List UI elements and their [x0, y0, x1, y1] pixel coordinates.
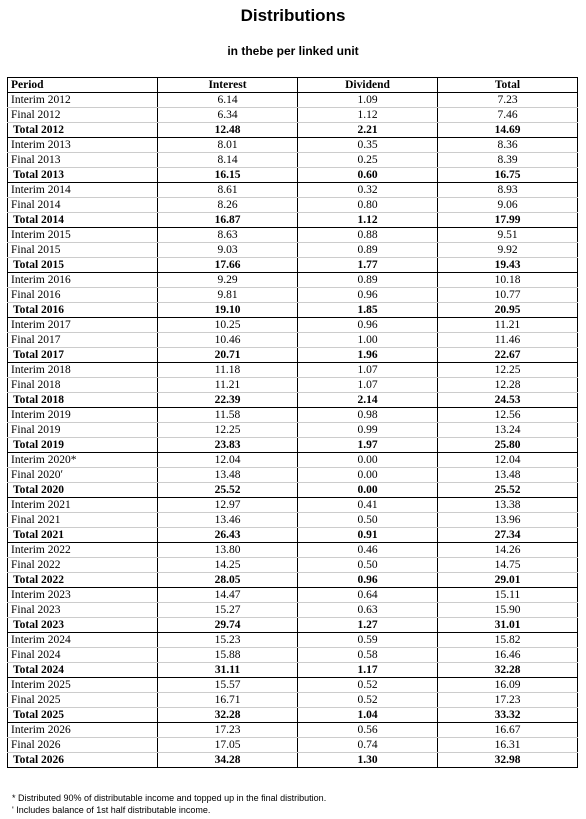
column-header-dividend: Dividend [298, 78, 438, 93]
cell-interest: 8.26 [158, 198, 298, 213]
cell-period: Final 2023 [8, 603, 158, 618]
cell-period: Total 2021 [8, 528, 158, 543]
cell-total: 10.18 [438, 273, 578, 288]
cell-period: Interim 2013 [8, 138, 158, 153]
cell-total: 31.01 [438, 618, 578, 633]
cell-total: 15.90 [438, 603, 578, 618]
table-header-row [8, 78, 578, 93]
cell-dividend: 1.97 [298, 438, 438, 453]
table-body [8, 93, 578, 768]
cell-total: 16.09 [438, 678, 578, 693]
cell-total: 17.23 [438, 693, 578, 708]
column-header-period: Period [8, 78, 158, 93]
cell-total: 16.46 [438, 648, 578, 663]
table-row [8, 498, 578, 513]
cell-total: 9.06 [438, 198, 578, 213]
cell-dividend: 0.96 [298, 573, 438, 588]
table-row [8, 93, 578, 108]
cell-interest: 31.11 [158, 663, 298, 678]
table-row-total [8, 753, 578, 768]
table-row [8, 153, 578, 168]
table-row-total [8, 663, 578, 678]
page-title: Distributions [240, 6, 346, 25]
cell-total: 17.99 [438, 213, 578, 228]
cell-interest: 20.71 [158, 348, 298, 363]
cell-dividend: 0.32 [298, 183, 438, 198]
table-row [8, 633, 578, 648]
cell-interest: 12.48 [158, 123, 298, 138]
cell-interest: 6.34 [158, 108, 298, 123]
table-row-total [8, 393, 578, 408]
cell-dividend: 0.35 [298, 138, 438, 153]
cell-dividend: 0.89 [298, 273, 438, 288]
column-header-total: Total [438, 78, 578, 93]
cell-total: 24.53 [438, 393, 578, 408]
cell-total: 9.92 [438, 243, 578, 258]
cell-total: 8.36 [438, 138, 578, 153]
table-row [8, 693, 578, 708]
cell-dividend: 1.17 [298, 663, 438, 678]
cell-total: 8.93 [438, 183, 578, 198]
cell-interest: 8.01 [158, 138, 298, 153]
cell-period: Interim 2022 [8, 543, 158, 558]
cell-interest: 15.57 [158, 678, 298, 693]
cell-period: Interim 2023 [8, 588, 158, 603]
cell-interest: 19.10 [158, 303, 298, 318]
cell-period: Total 2015 [8, 258, 158, 273]
cell-dividend: 0.50 [298, 558, 438, 573]
cell-interest: 11.21 [158, 378, 298, 393]
cell-interest: 12.25 [158, 423, 298, 438]
cell-total: 14.26 [438, 543, 578, 558]
cell-interest: 29.74 [158, 618, 298, 633]
cell-total: 13.24 [438, 423, 578, 438]
cell-total: 25.80 [438, 438, 578, 453]
cell-period: Final 2017 [8, 333, 158, 348]
cell-period: Interim 2026 [8, 723, 158, 738]
cell-period: Total 2026 [8, 753, 158, 768]
cell-interest: 32.28 [158, 708, 298, 723]
cell-interest: 15.27 [158, 603, 298, 618]
table-row [8, 588, 578, 603]
cell-dividend: 0.98 [298, 408, 438, 423]
cell-period: Interim 2017 [8, 318, 158, 333]
table-row [8, 423, 578, 438]
cell-dividend: 1.00 [298, 333, 438, 348]
cell-dividend: 1.30 [298, 753, 438, 768]
cell-interest: 11.58 [158, 408, 298, 423]
cell-dividend: 1.85 [298, 303, 438, 318]
cell-interest: 16.71 [158, 693, 298, 708]
cell-total: 12.25 [438, 363, 578, 378]
cell-total: 16.67 [438, 723, 578, 738]
cell-period: Final 2022 [8, 558, 158, 573]
cell-dividend: 1.96 [298, 348, 438, 363]
table-row-total [8, 348, 578, 363]
cell-interest: 22.39 [158, 393, 298, 408]
cell-interest: 13.80 [158, 543, 298, 558]
cell-dividend: 0.00 [298, 483, 438, 498]
cell-dividend: 1.77 [298, 258, 438, 273]
table-row-total [8, 258, 578, 273]
cell-period: Total 2018 [8, 393, 158, 408]
table-row [8, 723, 578, 738]
cell-period: Interim 2021 [8, 498, 158, 513]
table-row-total [8, 303, 578, 318]
cell-interest: 9.29 [158, 273, 298, 288]
table-row [8, 273, 578, 288]
cell-total: 12.04 [438, 453, 578, 468]
cell-period: Final 2012 [8, 108, 158, 123]
table-row [8, 468, 578, 483]
cell-interest: 25.52 [158, 483, 298, 498]
cell-period: Interim 2024 [8, 633, 158, 648]
table-row-total [8, 573, 578, 588]
cell-period: Final 2021 [8, 513, 158, 528]
cell-total: 16.75 [438, 168, 578, 183]
cell-period: Final 2024 [8, 648, 158, 663]
table-row [8, 198, 578, 213]
cell-interest: 23.83 [158, 438, 298, 453]
cell-total: 12.56 [438, 408, 578, 423]
cell-period: Total 2022 [8, 573, 158, 588]
table-row-total [8, 708, 578, 723]
cell-total: 20.95 [438, 303, 578, 318]
table-row-total [8, 213, 578, 228]
cell-dividend: 0.41 [298, 498, 438, 513]
cell-total: 32.98 [438, 753, 578, 768]
cell-dividend: 1.09 [298, 93, 438, 108]
cell-total: 14.69 [438, 123, 578, 138]
cell-dividend: 0.00 [298, 468, 438, 483]
cell-total: 22.67 [438, 348, 578, 363]
table-row [8, 408, 578, 423]
cell-interest: 6.14 [158, 93, 298, 108]
cell-total: 11.21 [438, 318, 578, 333]
page-subtitle: in thebe per linked unit [227, 44, 359, 58]
cell-dividend: 0.25 [298, 153, 438, 168]
table-row-total [8, 618, 578, 633]
cell-total: 15.82 [438, 633, 578, 648]
cell-interest: 17.23 [158, 723, 298, 738]
cell-dividend: 1.07 [298, 378, 438, 393]
cell-interest: 16.15 [158, 168, 298, 183]
cell-dividend: 1.12 [298, 108, 438, 123]
cell-period: Interim 2014 [8, 183, 158, 198]
table-row-total [8, 123, 578, 138]
cell-interest: 15.23 [158, 633, 298, 648]
cell-interest: 14.25 [158, 558, 298, 573]
cell-dividend: 0.96 [298, 288, 438, 303]
table-row [8, 453, 578, 468]
table-row [8, 318, 578, 333]
cell-period: Total 2012 [8, 123, 158, 138]
table-row [8, 228, 578, 243]
cell-total: 13.48 [438, 468, 578, 483]
cell-dividend: 0.56 [298, 723, 438, 738]
cell-total: 19.43 [438, 258, 578, 273]
table-row-total [8, 168, 578, 183]
cell-dividend: 0.63 [298, 603, 438, 618]
cell-period: Interim 2020* [8, 453, 158, 468]
cell-interest: 10.46 [158, 333, 298, 348]
cell-dividend: 0.99 [298, 423, 438, 438]
cell-total: 8.39 [438, 153, 578, 168]
table-row [8, 138, 578, 153]
cell-interest: 12.97 [158, 498, 298, 513]
cell-total: 7.23 [438, 93, 578, 108]
table-row [8, 678, 578, 693]
cell-total: 15.11 [438, 588, 578, 603]
cell-total: 10.77 [438, 288, 578, 303]
cell-period: Interim 2025 [8, 678, 158, 693]
cell-total: 12.28 [438, 378, 578, 393]
cell-total: 25.52 [438, 483, 578, 498]
table-row [8, 183, 578, 198]
cell-dividend: 0.80 [298, 198, 438, 213]
cell-period: Final 2019 [8, 423, 158, 438]
cell-period: Total 2013 [8, 168, 158, 183]
cell-period: Final 2018 [8, 378, 158, 393]
cell-interest: 11.18 [158, 363, 298, 378]
cell-dividend: 1.12 [298, 213, 438, 228]
footnote-balance: ʹ Includes balance of 1st half distributable income. [12, 805, 211, 815]
cell-dividend: 0.52 [298, 693, 438, 708]
cell-interest: 13.48 [158, 468, 298, 483]
cell-period: Total 2025 [8, 708, 158, 723]
cell-total: 7.46 [438, 108, 578, 123]
cell-interest: 9.81 [158, 288, 298, 303]
cell-period: Final 2026 [8, 738, 158, 753]
cell-dividend: 0.96 [298, 318, 438, 333]
cell-period: Interim 2016 [8, 273, 158, 288]
cell-period: Final 2025 [8, 693, 158, 708]
cell-total: 13.38 [438, 498, 578, 513]
distributions-table [7, 77, 578, 768]
cell-dividend: 0.59 [298, 633, 438, 648]
table-row [8, 738, 578, 753]
cell-total: 9.51 [438, 228, 578, 243]
cell-interest: 14.47 [158, 588, 298, 603]
cell-dividend: 0.89 [298, 243, 438, 258]
cell-total: 11.46 [438, 333, 578, 348]
cell-interest: 8.14 [158, 153, 298, 168]
column-header-interest: Interest [158, 78, 298, 93]
cell-period: Total 2020 [8, 483, 158, 498]
cell-interest: 34.28 [158, 753, 298, 768]
table-row [8, 513, 578, 528]
cell-period: Final 2015 [8, 243, 158, 258]
cell-dividend: 1.07 [298, 363, 438, 378]
cell-dividend: 0.46 [298, 543, 438, 558]
cell-dividend: 2.21 [298, 123, 438, 138]
table-row [8, 288, 578, 303]
cell-dividend: 0.00 [298, 453, 438, 468]
cell-interest: 8.63 [158, 228, 298, 243]
cell-interest: 13.46 [158, 513, 298, 528]
cell-period: Total 2019 [8, 438, 158, 453]
cell-total: 32.28 [438, 663, 578, 678]
table-row [8, 243, 578, 258]
cell-period: Total 2017 [8, 348, 158, 363]
cell-total: 16.31 [438, 738, 578, 753]
cell-period: Interim 2018 [8, 363, 158, 378]
cell-period: Final 2020ʹ [8, 468, 158, 483]
table-row [8, 558, 578, 573]
cell-interest: 16.87 [158, 213, 298, 228]
cell-dividend: 1.04 [298, 708, 438, 723]
table-row [8, 648, 578, 663]
cell-dividend: 1.27 [298, 618, 438, 633]
cell-period: Final 2013 [8, 153, 158, 168]
cell-period: Final 2014 [8, 198, 158, 213]
cell-total: 33.32 [438, 708, 578, 723]
cell-interest: 12.04 [158, 453, 298, 468]
cell-period: Final 2016 [8, 288, 158, 303]
table-row-total [8, 438, 578, 453]
cell-interest: 9.03 [158, 243, 298, 258]
table-row [8, 603, 578, 618]
cell-dividend: 0.64 [298, 588, 438, 603]
cell-period: Interim 2012 [8, 93, 158, 108]
footnote-distributed: * Distributed 90% of distributable income and topped up in the final distribution. [12, 793, 327, 803]
table-row [8, 363, 578, 378]
cell-total: 29.01 [438, 573, 578, 588]
cell-period: Total 2016 [8, 303, 158, 318]
cell-period: Total 2014 [8, 213, 158, 228]
table-row [8, 378, 578, 393]
cell-total: 27.34 [438, 528, 578, 543]
table-row [8, 543, 578, 558]
cell-dividend: 0.50 [298, 513, 438, 528]
cell-interest: 17.66 [158, 258, 298, 273]
cell-interest: 15.88 [158, 648, 298, 663]
table-row-total [8, 483, 578, 498]
cell-total: 14.75 [438, 558, 578, 573]
cell-period: Total 2024 [8, 663, 158, 678]
cell-dividend: 0.91 [298, 528, 438, 543]
cell-period: Interim 2019 [8, 408, 158, 423]
cell-total: 13.96 [438, 513, 578, 528]
cell-interest: 10.25 [158, 318, 298, 333]
cell-dividend: 2.14 [298, 393, 438, 408]
cell-dividend: 0.52 [298, 678, 438, 693]
table-row [8, 108, 578, 123]
cell-interest: 17.05 [158, 738, 298, 753]
cell-interest: 26.43 [158, 528, 298, 543]
cell-period: Interim 2015 [8, 228, 158, 243]
cell-dividend: 0.74 [298, 738, 438, 753]
table-row-total [8, 528, 578, 543]
cell-interest: 8.61 [158, 183, 298, 198]
table-row [8, 333, 578, 348]
footnotes [12, 792, 326, 816]
cell-dividend: 0.58 [298, 648, 438, 663]
cell-period: Total 2023 [8, 618, 158, 633]
cell-dividend: 0.88 [298, 228, 438, 243]
cell-dividend: 0.60 [298, 168, 438, 183]
cell-interest: 28.05 [158, 573, 298, 588]
